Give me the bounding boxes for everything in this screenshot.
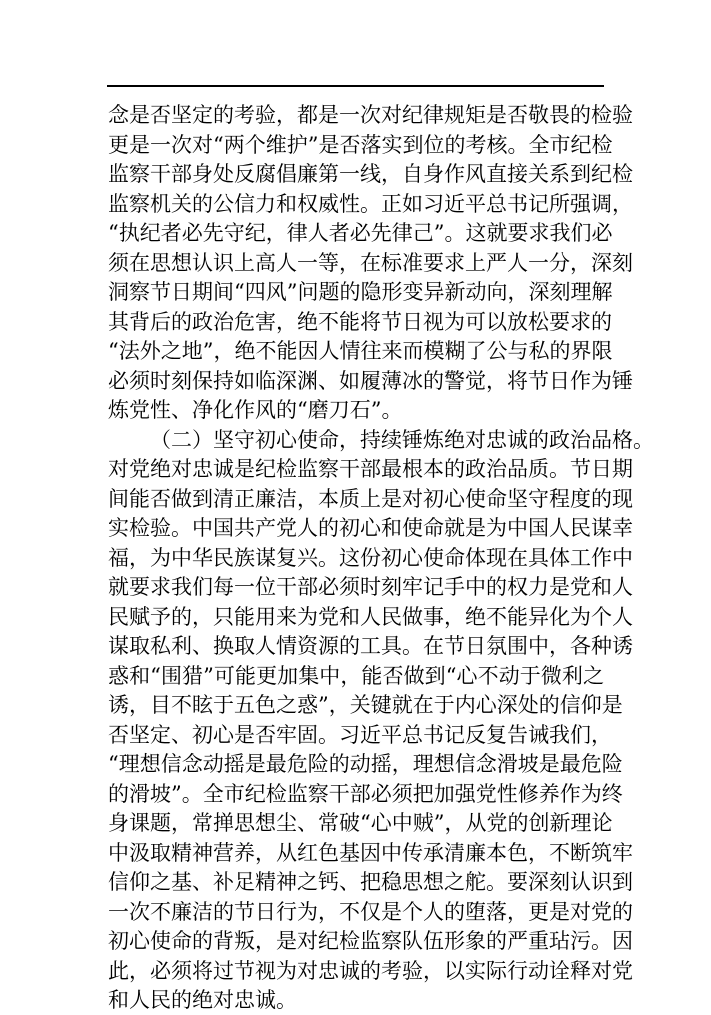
text-line: 初心使命的背叛，是对纪检监察队伍形象的严重玷污。因 (108, 929, 633, 953)
text-line: 身课题，常掸思想尘、常破“心中贼”，从党的创新理论 (108, 811, 613, 835)
text-line: 监察机关的公信力和权威性。正如习近平总书记所强调， (108, 191, 633, 216)
text-line: 炼党性、净化作风的“磨刀石”。 (108, 398, 403, 422)
text-line: 对党绝对忠诚是纪检监察干部最根本的政治品质。节日期 (108, 457, 633, 481)
text-line: 此，必须将过节视为对忠诚的考验，以实际行动诠释对党 (108, 958, 633, 983)
header-rule (107, 85, 604, 87)
text-line: 念是否坚定的考验，都是一次对纪律规矩是否敬畏的检验 (108, 103, 633, 127)
text-line: 间能否做到清正廉洁，本质上是对初心使命坚守程度的现 (108, 486, 633, 511)
text-line: 就要求我们每一位干部必须时刻牢记手中的权力是党和人 (108, 575, 633, 599)
text-line: 一次不廉洁的节日行为，不仅是个人的堕落，更是对党的 (108, 899, 633, 924)
text-line: 和人民的绝对忠诚。 (108, 988, 297, 1012)
text-line: 诱，目不眩于五色之惑”，关键就在于内心深处的信仰是 (108, 693, 623, 717)
text-line: 洞察节日期间“四风”问题的隐形变异新动向，深刻理解 (108, 280, 613, 304)
text-line: 福，为中华民族谋复兴。这份初心使命体现在具体工作中 (108, 545, 633, 570)
text-line: 谋取私利、换取人情资源的工具。在节日氛围中，各种诱 (108, 634, 633, 658)
text-line: 否坚定、初心是否牢固。习近平总书记反复告诫我们， (108, 722, 612, 747)
text-line: 民赋予的，只能用来为党和人民做事，绝不能异化为个人 (108, 604, 633, 629)
text-line: 实检验。中国共产党人的初心和使命就是为中国人民谋幸 (108, 516, 633, 540)
text-line: “理想信念动摇是最危险的动摇，理想信念滑坡是最危险 (108, 752, 623, 776)
text-line: 其背后的政治危害，绝不能将节日视为可以放松要求的 (108, 309, 612, 334)
text-line: 必须时刻保持如临深渊、如履薄冰的警觉，将节日作为锤 (108, 368, 633, 393)
text-line: 中汲取精神营养，从红色基因中传承清廉本色，不断筑牢 (108, 840, 633, 865)
text-line: 监察干部身处反腐倡廉第一线，自身作风直接关系到纪检 (108, 162, 633, 186)
text-line: 的滑坡”。全市纪检监察干部必须把加强党性修养作为终 (108, 781, 623, 806)
text-line: 信仰之基、补足精神之钙、把稳思想之舵。要深刻认识到 (108, 870, 633, 894)
text-line: 更是一次对“两个维护”是否落实到位的考核。全市纪检 (108, 132, 613, 157)
text-line: “法外之地”，绝不能因人情往来而模糊了公与私的界限 (108, 339, 613, 363)
text-line: 须在思想认识上高人一等，在标准要求上严人一分，深刻 (108, 250, 633, 275)
section-heading: （二）坚守初心使命，持续锤炼绝对忠诚的政治品格。 (150, 427, 654, 452)
text-line: 惑和“围猎”可能更加集中，能否做到“心不动于微利之 (108, 663, 604, 688)
text-line: “执纪者必先守纪，律人者必先律己”。这就要求我们必 (108, 221, 613, 245)
